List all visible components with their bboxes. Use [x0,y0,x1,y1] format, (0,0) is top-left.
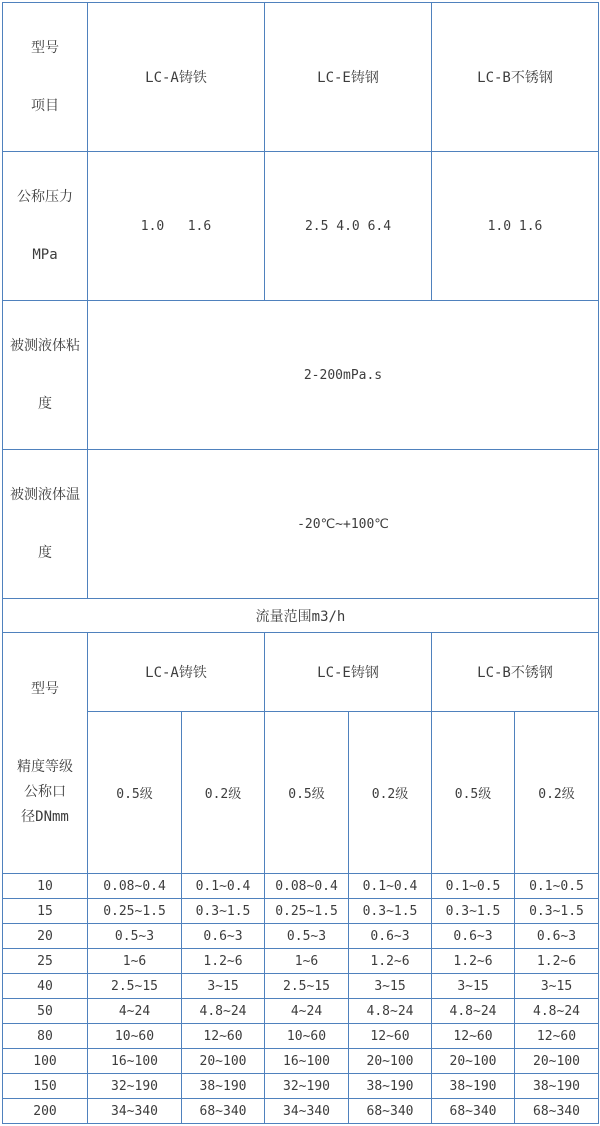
flow-range-cell: 12~60 [182,1024,265,1049]
lower-header-row [3,633,599,712]
corner-cell [3,3,88,152]
header-row [3,3,599,152]
temperature-value: -20℃~+100℃ [88,450,599,599]
flow-range-cell: 0.08~0.4 [88,874,182,899]
flow-range-cell: 68~340 [182,1099,265,1124]
lower-material-header-lce: LC-E铸钢 [265,633,432,712]
spec-label-line3: 径DNmm [21,809,69,825]
table-row [3,999,599,1024]
flow-range-cell: 1.2~6 [182,949,265,974]
spec-table [2,2,599,1124]
flow-range-cell: 68~340 [515,1099,599,1124]
flow-range-cell: 20~100 [515,1049,599,1074]
flow-range-cell: 0.25~1.5 [265,899,349,924]
pressure-row [3,152,599,301]
spec-label-line2: 公称口 [24,784,66,800]
flow-range-cell: 4.8~24 [432,999,515,1024]
viscosity-row [3,301,599,450]
flow-range-cell: 0.3~1.5 [182,899,265,924]
flow-range-cell: 1~6 [265,949,349,974]
dn-cell: 25 [3,949,88,974]
flow-range-cell: 3~15 [182,974,265,999]
flow-range-cell: 20~100 [349,1049,432,1074]
flow-range-cell: 3~15 [515,974,599,999]
accuracy-cell: 0.5级 [265,711,349,873]
table-row [3,949,599,974]
flow-range-cell: 12~60 [515,1024,599,1049]
lower-material-header-lcb: LC-B不锈钢 [432,633,599,712]
table-row [3,1074,599,1099]
flow-range-cell: 10~60 [265,1024,349,1049]
flow-range-cell: 20~100 [182,1049,265,1074]
table-row [3,974,599,999]
pressure-label-line2: MPa [32,247,58,263]
flow-range-cell: 0.6~3 [349,924,432,949]
flow-range-cell: 1.2~6 [515,949,599,974]
flow-range-cell: 4~24 [88,999,182,1024]
flow-range-cell: 2.5~15 [88,974,182,999]
temperature-label-cell [3,450,88,599]
pressure-value-lcb: 1.0 1.6 [432,152,599,301]
dn-cell: 80 [3,1024,88,1049]
flow-range-cell: 38~190 [182,1074,265,1099]
accuracy-cell: 0.2级 [515,711,599,873]
flow-range-cell: 4.8~24 [349,999,432,1024]
viscosity-label-line2: 度 [38,396,52,412]
dn-cell: 40 [3,974,88,999]
material-header-lca: LC-A铸铁 [88,3,265,152]
pressure-label-line1: 公称压力 [17,189,73,205]
lower-material-header-lca: LC-A铸铁 [88,633,265,712]
pressure-label-cell [3,152,88,301]
flow-section-title-row [3,599,599,633]
accuracy-row [3,711,599,873]
flow-range-cell: 4~24 [265,999,349,1024]
temperature-row [3,450,599,599]
flow-range-cell: 16~100 [265,1049,349,1074]
flow-range-cell: 3~15 [432,974,515,999]
table-row [3,1049,599,1074]
flow-table-body [3,874,599,1124]
accuracy-cell: 0.2级 [182,711,265,873]
pressure-value-lce: 2.5 4.0 6.4 [265,152,432,301]
flow-range-cell: 34~340 [88,1099,182,1124]
flow-range-cell: 0.1~0.5 [515,874,599,899]
flow-range-cell: 10~60 [88,1024,182,1049]
flow-range-cell: 0.3~1.5 [432,899,515,924]
flow-range-cell: 68~340 [432,1099,515,1124]
flow-range-cell: 12~60 [432,1024,515,1049]
flow-range-cell: 3~15 [349,974,432,999]
viscosity-label-cell [3,301,88,450]
flow-range-cell: 2.5~15 [265,974,349,999]
flow-range-cell: 20~100 [432,1049,515,1074]
table-row [3,874,599,899]
flow-range-cell: 0.3~1.5 [515,899,599,924]
flow-range-cell: 0.25~1.5 [88,899,182,924]
flow-range-cell: 1~6 [88,949,182,974]
flow-range-cell: 4.8~24 [182,999,265,1024]
flow-range-cell: 0.6~3 [182,924,265,949]
flow-range-cell: 38~190 [515,1074,599,1099]
flow-range-cell: 38~190 [432,1074,515,1099]
flow-range-cell: 0.1~0.5 [432,874,515,899]
pressure-value-lca: 1.0 1.6 [88,152,265,301]
table-row [3,1099,599,1124]
flow-range-cell: 32~190 [88,1074,182,1099]
material-header-lce: LC-E铸钢 [265,3,432,152]
model-spec-cell [3,633,88,874]
table-row [3,1024,599,1049]
flow-range-cell: 4.8~24 [515,999,599,1024]
table-row [3,924,599,949]
flow-range-cell: 0.08~0.4 [265,874,349,899]
dn-cell: 10 [3,874,88,899]
corner-line-item: 项目 [31,98,59,114]
flow-range-cell: 0.5~3 [265,924,349,949]
dn-cell: 150 [3,1074,88,1099]
flow-range-cell: 12~60 [349,1024,432,1049]
flow-range-cell: 38~190 [349,1074,432,1099]
flow-range-cell: 0.6~3 [515,924,599,949]
viscosity-label-line1: 被测液体粘 [10,338,80,354]
flow-range-cell: 0.6~3 [432,924,515,949]
dn-cell: 50 [3,999,88,1024]
dn-cell: 200 [3,1099,88,1124]
accuracy-cell: 0.2级 [349,711,432,873]
flow-range-cell: 68~340 [349,1099,432,1124]
flow-range-cell: 32~190 [265,1074,349,1099]
viscosity-value: 2-200mPa.s [88,301,599,450]
model-label: 型号 [31,680,59,697]
spec-label-line1: 精度等级 [17,759,73,775]
flow-range-cell: 0.1~0.4 [349,874,432,899]
flow-range-cell: 34~340 [265,1099,349,1124]
accuracy-cell: 0.5级 [432,711,515,873]
flow-range-cell: 1.2~6 [349,949,432,974]
corner-line-model: 型号 [31,40,59,56]
flow-range-cell: 0.1~0.4 [182,874,265,899]
table-row [3,899,599,924]
accuracy-cell: 0.5级 [88,711,182,873]
spec-label [3,742,87,843]
flow-range-cell: 1.2~6 [432,949,515,974]
flow-range-cell: 16~100 [88,1049,182,1074]
dn-cell: 20 [3,924,88,949]
temperature-label-line1: 被测液体温 [10,487,80,503]
flow-range-cell: 0.3~1.5 [349,899,432,924]
dn-cell: 15 [3,899,88,924]
flow-range-cell: 0.5~3 [88,924,182,949]
material-header-lcb: LC-B不锈钢 [432,3,599,152]
flow-section-title: 流量范围m3/h [3,599,599,633]
temperature-label-line2: 度 [38,545,52,561]
dn-cell: 100 [3,1049,88,1074]
